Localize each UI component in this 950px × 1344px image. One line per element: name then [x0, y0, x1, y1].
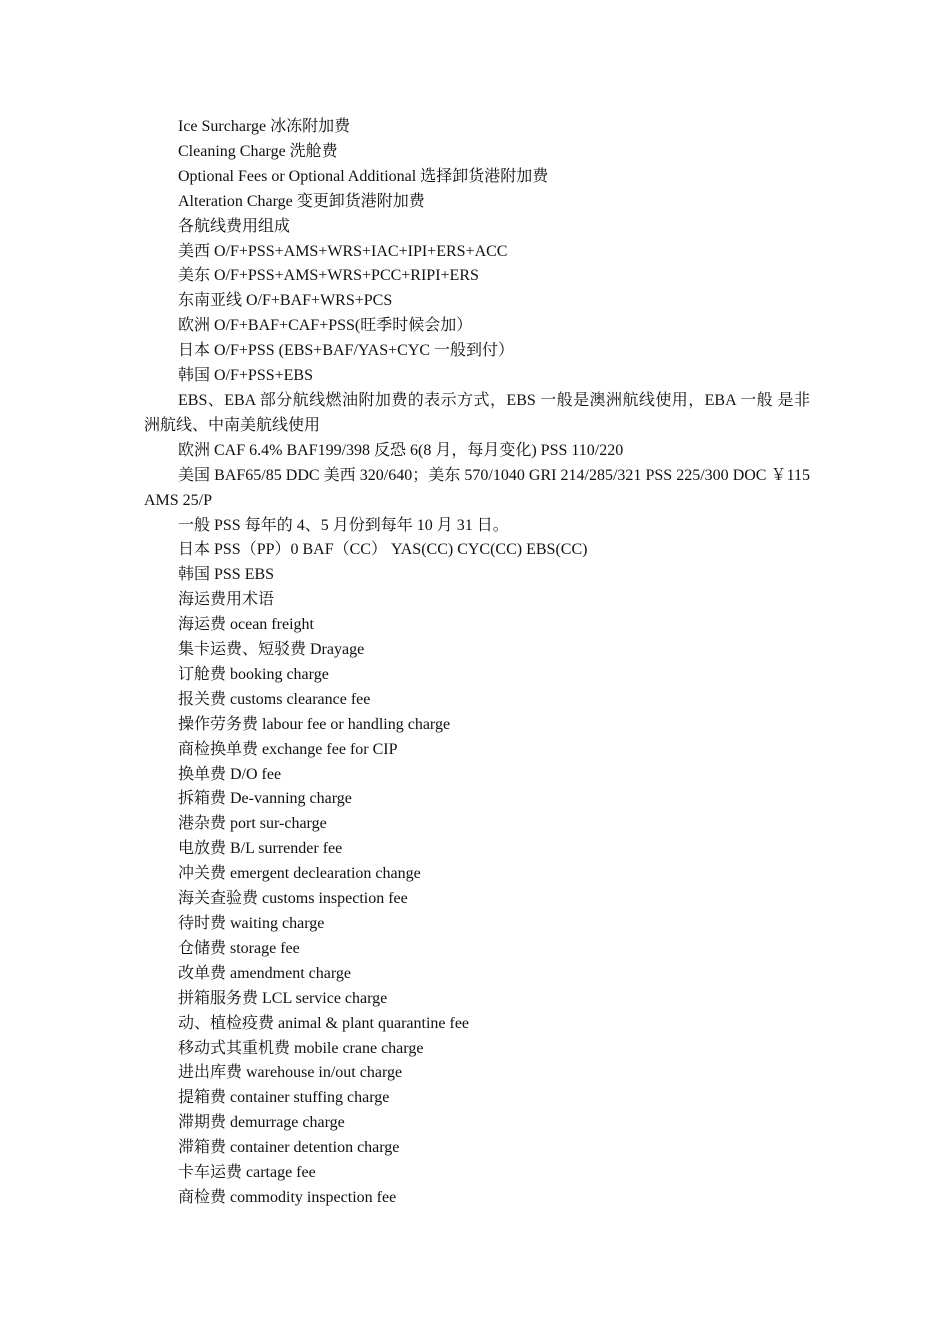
section-heading: 海运费用术语: [178, 591, 275, 609]
text-line: 滞箱费 container detention charge: [178, 1139, 400, 1157]
text-line: 拆箱费 De-vanning charge: [178, 790, 352, 808]
text-line: Ice Surcharge 冰冻附加费: [178, 118, 351, 135]
text-line: 海运费 ocean freight: [178, 616, 314, 634]
text-line: 欧洲 CAF 6.4% BAF199/398 反恐 6(8 月，每月变化) PSS 110/220: [178, 441, 624, 459]
text-line: 改单费 amendment charge: [178, 964, 351, 982]
text-line: 日本 PSS（PP）0 BAF（CC） YAS(CC) CYC(CC) EBS(CC): [178, 541, 588, 559]
text-line: 提箱费 container stuffing charge: [178, 1089, 390, 1107]
text-line: 待时费 waiting charge: [178, 915, 325, 932]
text-line: 仓储费 storage fee: [178, 939, 300, 957]
text-line: 卡车运费 cartage fee: [178, 1164, 316, 1182]
text-line: 集卡运费、短驳费 Drayage: [178, 641, 365, 659]
text-line: 商检换单费 exchange fee for CIP: [178, 740, 398, 758]
text-line: Optional Fees or Optional Additional 选择卸货港附加费: [178, 167, 549, 185]
text-line: 商检费 commodity inspection fee: [178, 1188, 397, 1206]
text-line: 韩国 PSS EBS: [178, 566, 275, 584]
text-line: 操作劳务费 labour fee or handling charge: [178, 715, 451, 733]
text-line: 欧洲 O/F+BAF+CAF+PSS(旺季时候会加）: [178, 317, 473, 335]
text-line: 一般 PSS 每年的 4、5 月份到每年 10 月 31 日。: [178, 516, 509, 534]
text-line: 美东 O/F+PSS+AMS+WRS+PCC+RIPI+ERS: [178, 267, 479, 285]
text-line: 移动式其重机费 mobile crane charge: [178, 1039, 424, 1057]
document-body: [144, 115, 810, 1211]
text-line: 港杂费 port sur-charge: [178, 815, 327, 833]
text-line: Cleaning Charge 洗舱费: [178, 142, 338, 160]
text-line: 东南亚线 O/F+BAF+WRS+PCS: [178, 292, 393, 310]
text-line: 换单费 D/O fee: [178, 765, 282, 783]
text-line: 订舱费 booking charge: [178, 665, 329, 683]
text-line: 日本 O/F+PSS (EBS+BAF/YAS+CYC 一般到付）: [178, 342, 515, 360]
text-line: 美西 O/F+PSS+AMS+WRS+IAC+IPI+ERS+ACC: [178, 242, 508, 260]
section-heading: 各航线费用组成: [178, 217, 291, 235]
text-line: 海关查验费 customs inspection fee: [178, 890, 408, 908]
text-line: Alteration Charge 变更卸货港附加费: [178, 192, 425, 210]
text-line: 进出库费 warehouse in/out charge: [178, 1064, 403, 1082]
text-line: 报关费 customs clearance fee: [178, 690, 371, 708]
text-line: 冲关费 emergent declearation change: [178, 865, 421, 883]
text-line: 拼箱服务费 LCL service charge: [178, 989, 388, 1007]
text-line: 滞期费 demurrage charge: [178, 1114, 345, 1132]
text-line: 电放费 B/L surrender fee: [178, 840, 343, 858]
text-paragraph: 美国 BAF65/85 DDC 美西 320/640；美东 570/1040 GRI 214/285/321 PSS 225/300 DOC ￥115 AMS 25/P: [144, 466, 810, 509]
text-line: 动、植检疫费 animal & plant quarantine fee: [178, 1014, 470, 1032]
text-paragraph: EBS、EBA 部分航线燃油附加费的表示方式，EBS 一般是澳洲航线使用，EBA 一般 是非洲航线、中南美航线使用: [144, 391, 810, 434]
text-line: 韩国 O/F+PSS+EBS: [178, 367, 313, 385]
